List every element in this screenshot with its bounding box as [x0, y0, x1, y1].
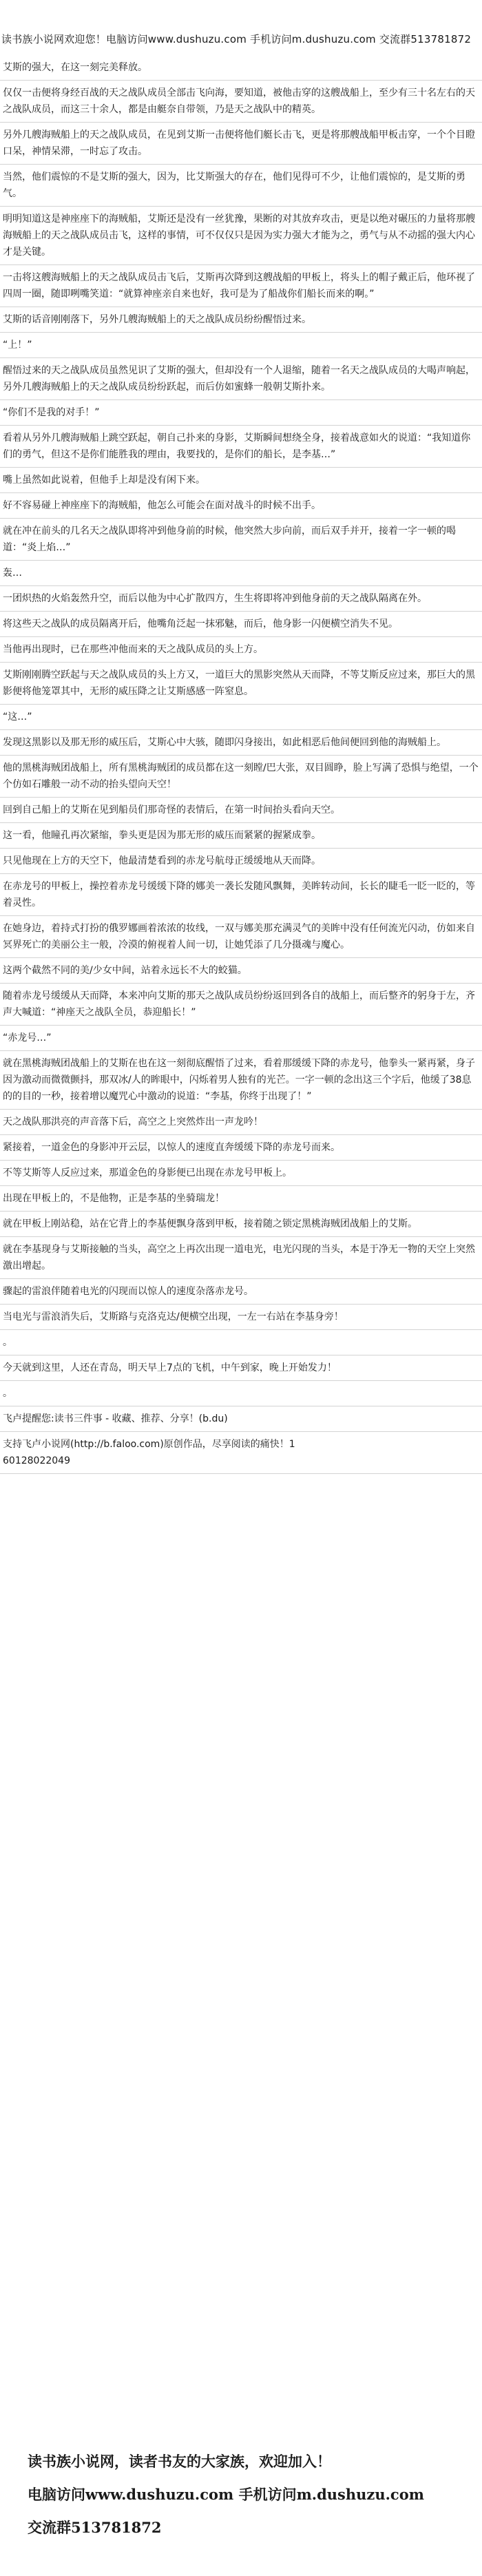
paragraph: “你们不是我的对手！”	[0, 400, 482, 426]
footer-site-links: 电脑访问www.dushuzu.com 手机访问m.dushuzu.com	[28, 2486, 424, 2503]
paragraph: 醒悟过来的天之战队成员虽然见识了艾斯的强大，但却没有一个人退缩，随着一名天之战队成员的大喝声响起，另外几艘海贼船上的天之战队成员纷纷跃起，而后仿如蜜蜂一般朝艾斯扑来。	[0, 358, 482, 400]
paragraph: 不等艾斯等人反应过来，那道金色的身影便已出现在赤龙号甲板上。	[0, 1161, 482, 1186]
paragraph: “赤龙号…”	[0, 1026, 482, 1051]
paragraph: 就在黑桃海贼团战船上的艾斯在也在这一刻彻底醒悟了过来，看着那缓缓下降的赤龙号，他拳头一紧再紧，身子因为激动而微微颤抖，那双冰/人的眸眼中，闪烁着男人独有的光芒。一字一顿的念出这三个字后，他缓了38息的的目的一秒，接着增以魔咒心中激动的说道：“李基，你终于出现了！”	[0, 1051, 482, 1110]
paragraph: 嘴上虽然如此说着，但他手上却是没有闲下来。	[0, 468, 482, 493]
paragraph: 今天就到这里，人还在青岛，明天早上7点的飞机，中午到家，晚上开始发力！	[0, 1355, 482, 1381]
paragraph: 。	[0, 1330, 482, 1355]
paragraph: 一团炽热的火焰轰然升空，而后以他为中心扩散四方，生生将即将冲到他身前的天之战队隔离在外。	[0, 586, 482, 612]
paragraph: 仅仅一击便将身经百战的天之战队成员全部击飞向海，要知道，被他击穿的这艘战船上，至少有三十名左右的天之战队成员，而这三十余人，都是由艇奈自带领，乃是天之战队中的精英。	[0, 81, 482, 123]
footer-group: 交流群513781872	[28, 2519, 162, 2536]
paragraph: 好不容易碰上神座座下的海贼船，他怎么可能会在面对战斗的时候不出手。	[0, 493, 482, 519]
paragraph: 艾斯刚刚腾空跃起与天之战队成员的头上方又，一道巨大的黑影突然从天而降，不等艾斯反应过来，那巨大的黑影便将他笼罩其中，无形的威压降之让艾斯感感一阵窒息。	[0, 663, 482, 705]
paragraph: 出现在甲板上的，不是他物，正是李基的坐骑瑞龙！	[0, 1186, 482, 1212]
paragraph: “上！”	[0, 333, 482, 358]
paragraph: 。	[0, 1381, 482, 1406]
paragraph: 轰…	[0, 561, 482, 586]
paragraph: 当他再出现时，已在那些冲他而来的天之战队成员的头上方。	[0, 637, 482, 663]
paragraph: 这两个截然不同的美/少女中间，站着永远长不大的蛟猫。	[0, 958, 482, 984]
paragraph: 在她身边，着持式打扮的俄罗娜画着浓浓的妆线，一双与娜美那充满灵气的美眸中没有任何流光闪动，仿如来自冥界死亡的美丽公主一般，冷漠的俯视着人间一切，让她凭添了几分摄魂与魔心。	[0, 916, 482, 958]
paragraph: 回到自己船上的艾斯在见到船员们那奇怪的表情后，在第一时间抬头看向天空。	[0, 798, 482, 823]
paragraph: 就在冲在前头的几名天之战队即将冲到他身前的时候，他突然大步向前，而后双手并开，接着一字一顿的喝道：“炎上焰…”	[0, 519, 482, 561]
paragraph: 明明知道这是神座座下的海贼船，艾斯还是没有一丝犹豫，果断的对其放弃攻击，更是以绝对碾压的力量将那艘海贼船上的天之战队成员击飞，这样的事情，可不仅仅只是因为实力强大才能为之，勇气与从不动摇的强大内心才是关键。	[0, 207, 482, 265]
paragraph: 支持飞卢小说网(http://b.faloo.com)原创作品，尽享阅读的痛快！1 60128022049	[0, 1432, 482, 1474]
paragraph: 艾斯的话音刚刚落下，另外几艘海贼船上的天之战队成员纷纷醒悟过来。	[0, 307, 482, 333]
paragraph: 发现这黑影以及那无形的威压后，艾斯心中大骇，随即闪身接出，如此相恶后他间便回到他的海贼船上。	[0, 730, 482, 756]
paragraph: 飞卢提醒您:读书三件事 - 收藏、推荐、分享！(b.du)	[0, 1406, 482, 1432]
paragraph: 在赤龙号的甲板上，操控着赤龙号缓缓下降的娜美一袭长发随风飘舞，美眸转动间，长长的睫毛一眨一眨的，等着灵性。	[0, 874, 482, 916]
paragraph: 一击将这艘海贼船上的天之战队成员击飞后，艾斯再次降到这艘战船的甲板上，将头上的帽子戴正后，他环视了四周一圈，随即咧嘴笑道：“就算神座亲自来也好，我可是为了船战你们船长而来的啊。”	[0, 265, 482, 307]
paragraph: “这…”	[0, 705, 482, 730]
paragraph: 这一看，他瞳孔再次紧缩，拳头更是因为那无形的威压而紧紧的握紧成拳。	[0, 823, 482, 849]
paragraph: 紧接着，一道金色的身影冲开云层，以惊人的速度直奔缓缓下降的赤龙号而来。	[0, 1135, 482, 1161]
paragraph: 当电光与雷浪消失后，艾斯路与克洛克达/便横空出现，一左一右站在李基身旁！	[0, 1305, 482, 1330]
paragraph: 另外几艘海贼船上的天之战队成员，在见到艾斯一击便将他们艇长击飞，更是将那艘战船甲板击穿，一个个目瞪口呆，神情呆滞，一时忘了攻击。	[0, 123, 482, 165]
paragraph: 看着从另外几艘海贼船上跳空跃起，朝自己扑来的身影，艾斯瞬间想绕全身，接着战意如火的说道：“我知道你们的勇气，但这不是你们能胜我的理由，我要找的，是你们的船长，是李基…”	[0, 426, 482, 468]
paragraph: 天之战队那洪亮的声音落下后，高空之上突然炸出一声龙吟！	[0, 1110, 482, 1135]
paragraph: 随着赤龙号缓缓从天而降，本来冲向艾斯的那天之战队成员纷纷返回到各自的战船上，而后整齐的躬身于左，齐声大喊道：“神座天之战队全员，恭迎船长！”	[0, 984, 482, 1026]
site-footer	[28, 2445, 424, 2544]
footer-welcome: 读书族小说网，读者书友的大家族，欢迎加入！	[28, 2453, 331, 2470]
site-header: 读书族小说网欢迎您！电脑访问www.dushuzu.com 手机访问m.dushuzu.com 交流群513781872	[1, 33, 472, 45]
paragraph: 只见他现在上方的天空下，他最清楚看到的赤龙号航母正缓缓地从天而降。	[0, 849, 482, 874]
chapter-body	[0, 55, 482, 1474]
paragraph: 骤起的雷浪伴随着电光的闪现而以惊人的速度杂落赤龙号。	[0, 1279, 482, 1305]
paragraph: 就在甲板上刚站稳，站在它背上的李基便飘身落到甲板，接着随之锁定黑桃海贼团战船上的艾斯。	[0, 1212, 482, 1237]
paragraph: 艾斯的强大，在这一刻完美释放。	[0, 55, 482, 81]
paragraph: 将这些天之战队的成员隔离开后，他嘴角泛起一抹邪魅，而后，他身影一闪便横空消失不见。	[0, 612, 482, 637]
paragraph: 他的黑桃海贼团战船上，所有黑桃海贼团的成员都在这一刻瞠/巴大张，双目圆睁，脸上写满了恐惧与绝望，一个个仿如石雕般一动不动的抬头望向天空！	[0, 756, 482, 798]
paragraph: 当然，他们震惊的不是艾斯的强大，因为，比艾斯强大的存在，他们见得可不少，让他们震惊的，是艾斯的勇气。	[0, 165, 482, 207]
paragraph: 就在李基现身与艾斯接触的当头，高空之上再次出现一道电光，电光闪现的当头，本是于净无一物的天空上突然激出增起。	[0, 1237, 482, 1279]
